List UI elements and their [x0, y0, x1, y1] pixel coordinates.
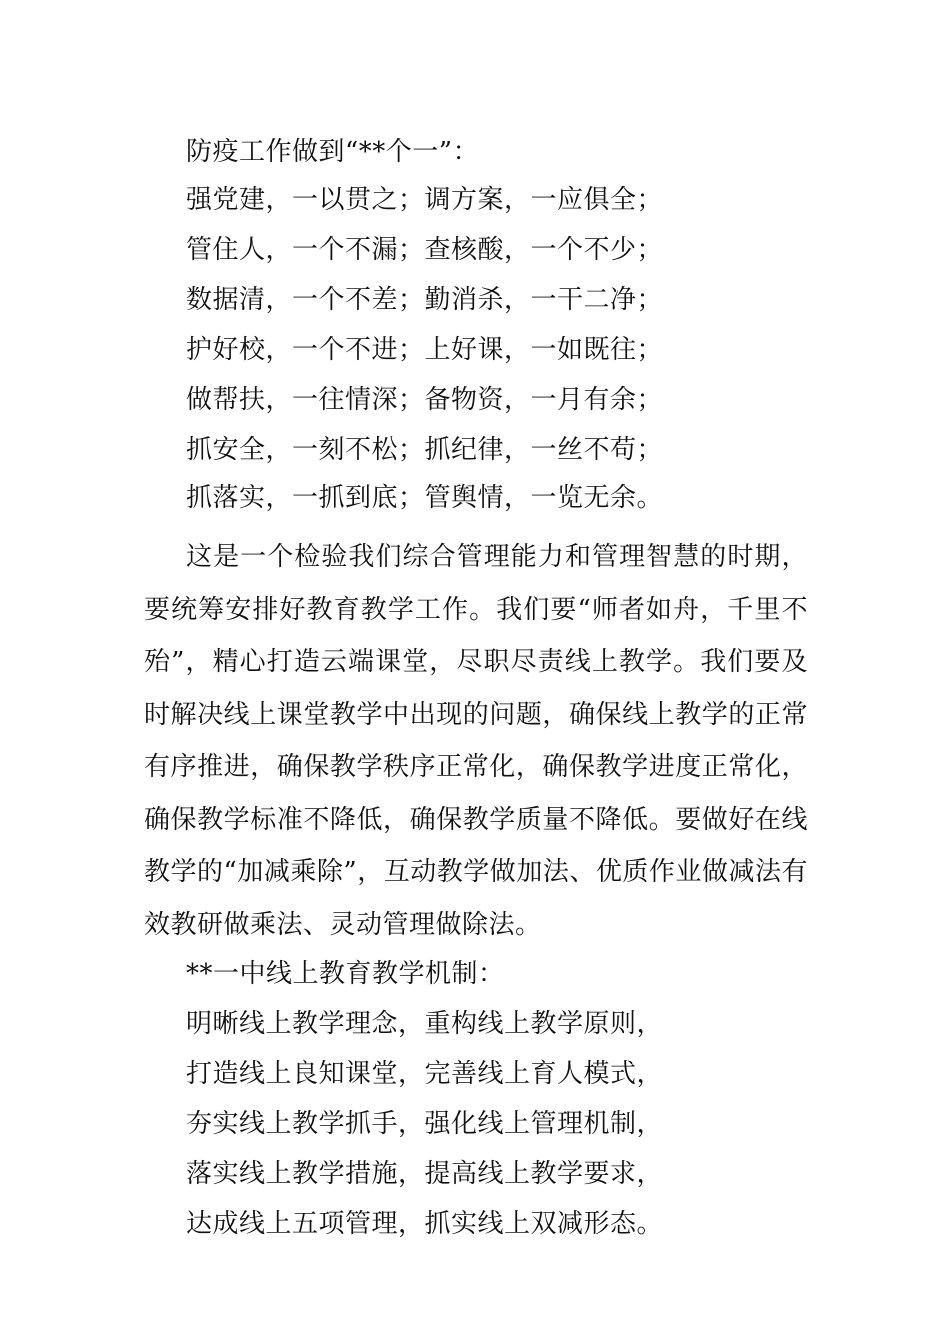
- mechanism-heading: **一中线上教育教学机制：: [186, 959, 505, 989]
- measure-line: 做帮扶，一往情深；备物资，一月有余；: [186, 385, 664, 415]
- mechanism-line: 打造线上良知课堂，完善线上育人模式，: [186, 1059, 664, 1089]
- measure-line: 强党建，一以贯之；调方案，一应俱全；: [186, 185, 664, 215]
- measure-line: 数据清，一个不差；勤消杀，一干二净；: [186, 285, 664, 315]
- mechanism-line: 达成线上五项管理，抓实线上双减形态。: [186, 1209, 664, 1239]
- measure-line: 管住人，一个不漏；查核酸，一个不少；: [186, 235, 664, 265]
- measure-line: 抓落实，一抓到底；管舆情，一览无余。: [186, 483, 664, 513]
- measure-line: 抓安全，一刻不松；抓纪律，一丝不苟；: [186, 435, 664, 465]
- intro-heading: 防疫工作做到“**个一”：: [186, 137, 480, 167]
- mechanism-line: 落实线上教学措施，提高线上教学要求，: [186, 1159, 664, 1189]
- main-paragraph: 这是一个检验我们综合管理能力和管理智慧的时期，要统筹安排好教育教学工作。我们要“师者如舟，千里不殆”，精心打造云端课堂，尽职尽责线上教学。我们要及时解决线上课堂教学中出现的问题，确保线上教学的正常有序推进，确保教学秩序正常化，确保教学进度正常化，确保教学标准不降低，确保教学质量不降低。要做好在线教学的“加减乘除”，互动教学做加法、优质作业做减法有效教研做乘法、灵动管理做除法。: [144, 542, 808, 940]
- measure-line: 护好校，一个不进；上好课，一如既往；: [186, 335, 664, 365]
- mechanism-line: 明晰线上教学理念，重构线上教学原则，: [186, 1009, 664, 1039]
- mechanism-line: 夯实线上教学抓手，强化线上管理机制，: [186, 1109, 664, 1139]
